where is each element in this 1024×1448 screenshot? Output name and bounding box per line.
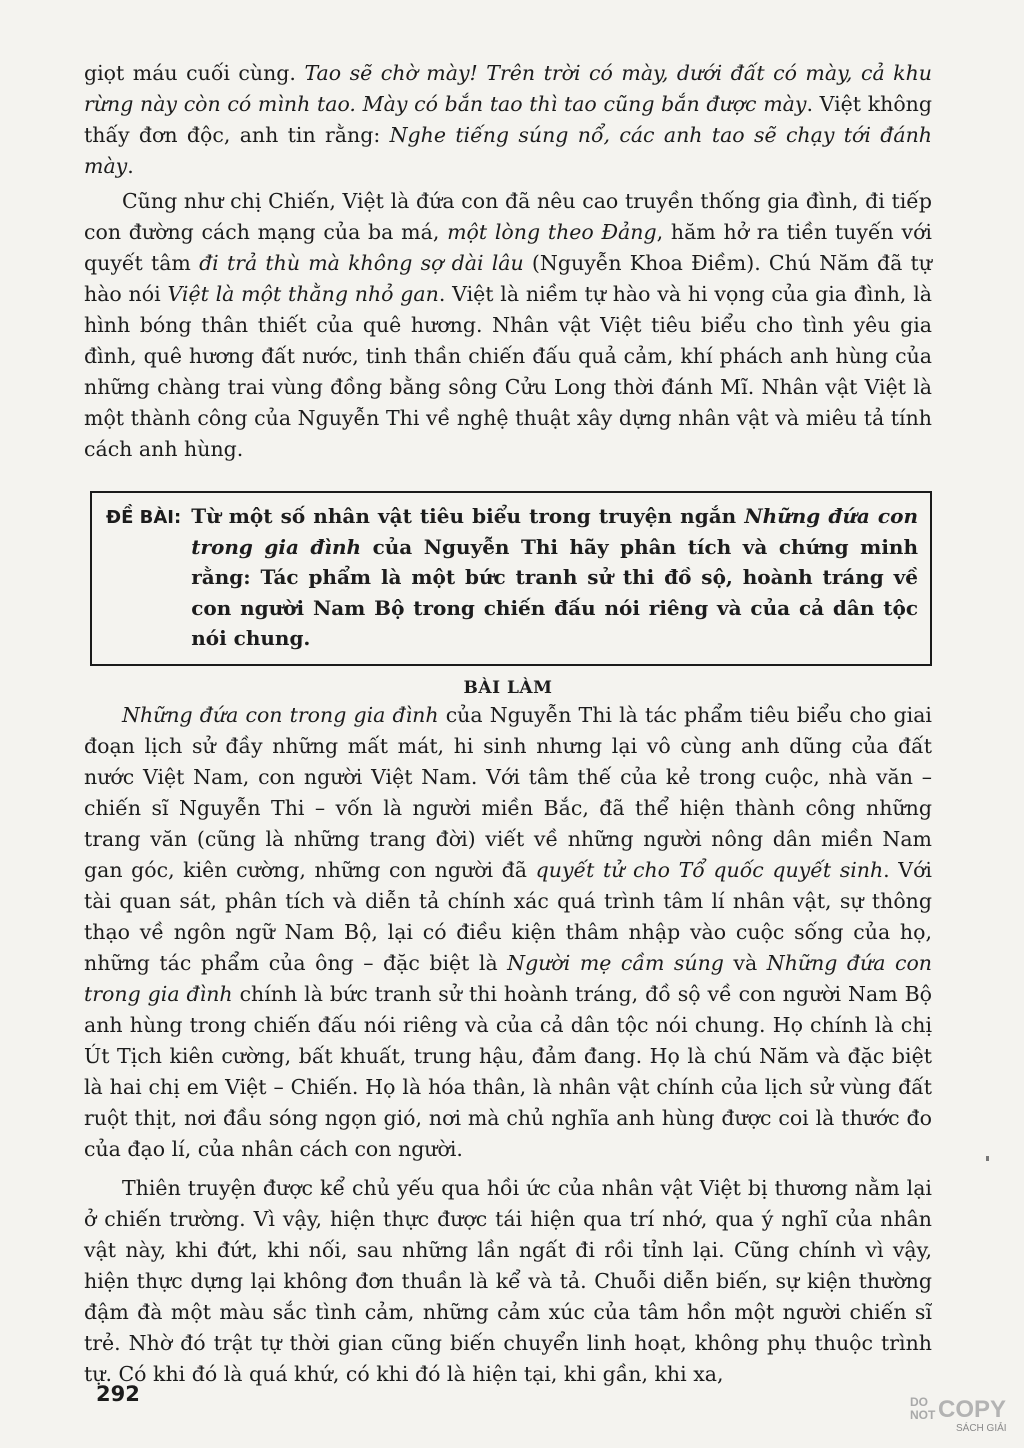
text: . Việt là niềm tự hào và hi vọng của gia đình, là hình bóng thân thiết của quê hương. Nhân vật Việt tiêu biểu cho tình yêu gia đình, quê hương đất nước, tinh thần chiến đấu quả cảm, khí phách anh hùng của những chàng trai vùng đồng bằng sông Cửu Long thời đánh Mĩ. Nhân vật Việt là một thành công của Nguyễn Thi về nghệ thuật xây dựng nhân vật và miêu tả tính cách anh hùng. <box>84 282 932 461</box>
page-number: 292 <box>96 1382 140 1406</box>
work-title: Những đứa con trong gia đình <box>84 950 932 1006</box>
text: . Với tài quan sát, phân tích và diễn tả chính xác quá trình tâm lí nhân vật, sự thông thạo về ngôn ngữ Nam Bộ, lại có điều kiện thâm nhập vào cuộc sống của họ, những tác phẩm của ông – đặc biệt là <box>84 857 932 975</box>
topic-box <box>90 491 932 666</box>
text: . Việt không thấy đơn độc, anh tin rằng: <box>84 92 932 147</box>
text: Cũng như chị Chiến, Việt là đứa con đã nêu cao truyền thống gia đình, đi tiếp con đường cách mạng của ba má, <box>84 189 932 244</box>
text: Từ một số nhân vật tiêu biểu trong truyện ngắn <box>191 504 745 528</box>
scan-speck <box>986 1156 989 1161</box>
work-title: Những đứa con trong gia đình <box>122 702 439 727</box>
quote: quyết tử cho Tổ quốc quyết sinh <box>535 857 884 882</box>
text: . <box>127 154 134 178</box>
quote: Việt là một thằng nhỏ gan <box>167 282 439 306</box>
paragraph-viet <box>84 186 932 465</box>
section-heading: BÀI LÀM <box>463 677 553 698</box>
watermark-do: DO <box>910 1395 928 1409</box>
paragraph-narration: Thiên truyện được kể chủ yếu qua hồi ức của nhân vật Việt bị thương nằm lại ở chiến trường. Vì vậy, hiện thực được tái hiện qua trí nhớ, qua ý nghĩ của nhân vật này, khi đứt, khi nối, sau những lần ngất đi rồi tỉnh lại. Cũng chính vì vậy, hiện thực dựng lại không đơn thuần là kể và tả. Chuỗi diễn biến, sự kiện thường đậm đà một màu sắc tình cảm, những cảm xúc của tâm hồn một người chiến sĩ trẻ. Nhờ đó trật tự thời gian cũng biến chuyển linh hoạt, không phụ thuộc trình tự. Có khi đó là quá khứ, có khi đó là hiện tại, khi gần, khi xa, <box>84 1175 932 1386</box>
quote: một lòng theo Đảng <box>447 220 657 244</box>
watermark-site: SÁCH GIẢI <box>956 1423 1007 1434</box>
quote: đi trả thù mà không sợ dài lâu <box>199 251 524 275</box>
paragraph-intro <box>84 700 932 1165</box>
topic-text <box>191 501 918 654</box>
text: của Nguyễn Thi hãy phân tích và chứng minh rằng: Tác phẩm là một bức tranh sử thi đồ sộ, hoành tráng về con người Nam Bộ trong chiến đấu nói riêng và của cả dân tộc nói chung. <box>191 534 918 650</box>
work-title: Những đứa con trong gia đình <box>191 504 918 559</box>
topic-label: ĐỀ BÀI: <box>106 507 182 528</box>
watermark-copy: COPY <box>938 1396 1007 1423</box>
watermark-not: NOT <box>910 1408 936 1422</box>
work-title: Người mẹ cầm súng <box>507 950 724 975</box>
text: của Nguyễn Thi là tác phẩm tiêu biểu cho giai đoạn lịch sử đầy những mất mát, hi sinh nhưng lại vô cùng anh dũng của đất nước Việt Nam, con người Việt Nam. Với tâm thế của kẻ trong cuộc, nhà văn – chiến sĩ Nguyễn Thi – vốn là người miền Bắc, đã thể hiện thành công những trang văn (cũng là những trang đời) viết về những người nông dân miền Nam gan góc, kiên cường, những con người đã <box>84 702 932 882</box>
page-content <box>84 58 932 1390</box>
watermark-logo <box>908 1396 1008 1440</box>
text: và <box>723 950 767 975</box>
text: giọt máu cuối cùng. <box>84 61 305 85</box>
text: chính là bức tranh sử thi hoành tráng, đồ sộ về con người Nam Bộ anh hùng trong chiến đấu nói riêng và của cả dân tộc nói chung. Họ chính là chị Út Tịch kiên cường, bất khuất, trung hậu, đảm đang. Họ là chú Năm và đặc biệt là hai chị em Việt – Chiến. Họ là hóa thân, là nhân vật chính của lịch sử vùng đất ruột thịt, nơi đầu sóng ngọn gió, nơi mà chủ nghĩa anh hùng được coi là thước đo của đạo lí, của nhân cách con người. <box>84 981 932 1161</box>
text: , hăm hở ra tiền tuyến với quyết tâm <box>84 220 932 275</box>
quote: Nghe tiếng súng nổ, các anh tao sẽ chạy tới đánh mày <box>84 123 932 178</box>
text: (Nguyễn Khoa Điềm). Chú Năm đã tự hào nói <box>84 251 932 306</box>
quote: Tao sẽ chờ mày! Trên trời có mày, dưới đất có mày, cả khu rừng này còn có mình tao. Mày có bắn tao thì tao cũng bắn được mày <box>84 61 932 116</box>
paragraph-continuation <box>84 58 932 182</box>
